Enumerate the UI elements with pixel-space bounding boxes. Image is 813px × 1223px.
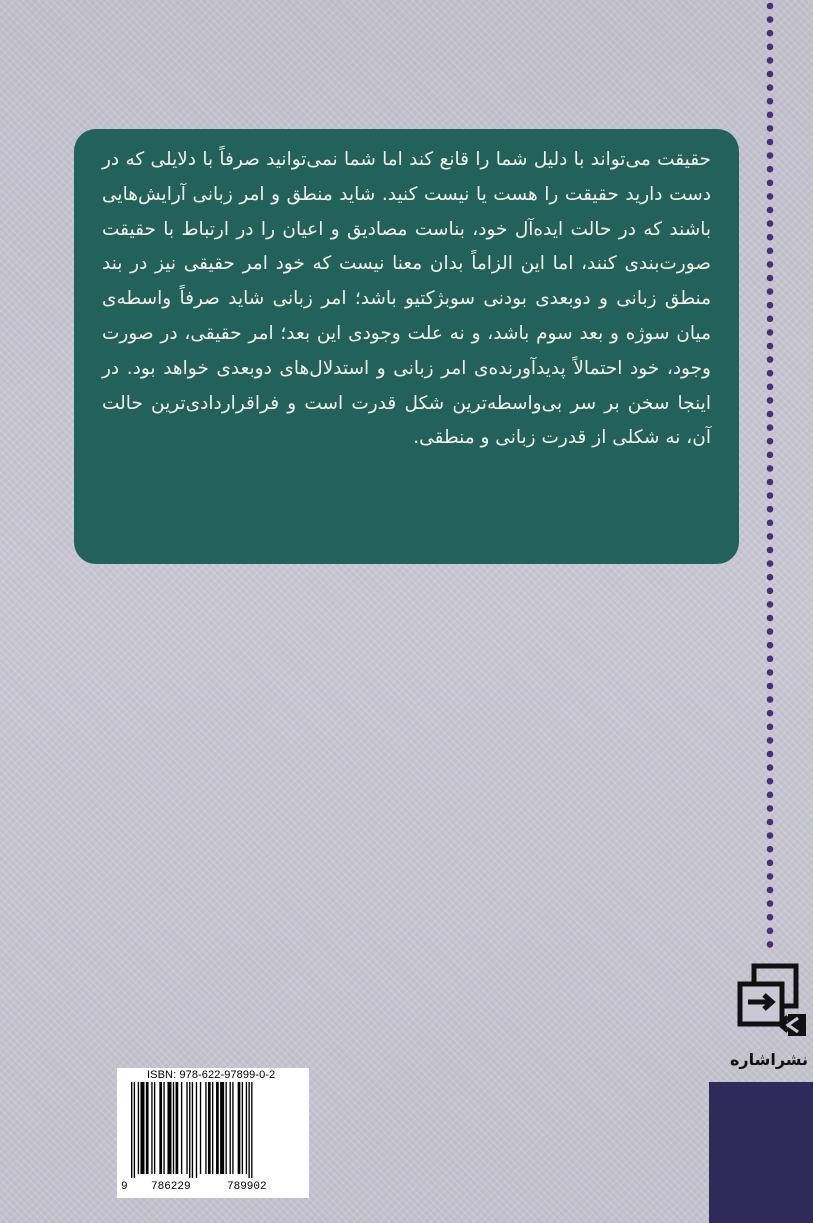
decorative-dot	[767, 30, 774, 37]
barcode-bar	[220, 1082, 224, 1174]
barcode-bar	[138, 1082, 139, 1174]
decorative-dot	[767, 3, 774, 10]
barcode-right-digits: 789902	[227, 1181, 267, 1193]
barcode-bar	[189, 1082, 190, 1178]
decorative-dot	[767, 44, 774, 51]
decorative-dot	[767, 900, 774, 907]
barcode-bar	[251, 1082, 252, 1178]
barcode-bar	[230, 1082, 231, 1174]
blurb-line: سوم باشد، و نه علت وجودی این بعد؛ امر حقیقی، در صورت وجود،	[102, 322, 711, 379]
decorative-dot	[767, 615, 774, 622]
decorative-dot	[767, 683, 774, 690]
decorative-dot	[767, 220, 774, 227]
decorative-dot	[767, 248, 774, 255]
decorative-dot	[767, 343, 774, 350]
barcode-bar	[208, 1082, 211, 1174]
barcode-bar	[131, 1082, 132, 1178]
blurb-line: بود. در اینجا سخن بر سر بی‌واسطه‌ترین شکل قدرت است و	[102, 357, 711, 414]
decorative-dot	[767, 724, 774, 731]
blurb-line: خود احتمالاً پدیدآورنده‌ی امر زبانی و استدلال‌های دوبعدی خواهد	[163, 357, 660, 379]
decorative-dot	[767, 941, 774, 948]
decorative-dot	[767, 438, 774, 445]
decorative-dot	[767, 139, 774, 146]
decorative-dot	[767, 642, 774, 649]
decorative-dot	[767, 193, 774, 200]
barcode-bar	[134, 1082, 135, 1178]
barcode-left-digits: 786229	[151, 1181, 191, 1193]
decorative-dot	[767, 207, 774, 214]
decorative-dot	[767, 601, 774, 608]
barcode-bar	[212, 1082, 213, 1174]
decorative-dot	[767, 180, 774, 187]
barcode-bar	[196, 1082, 197, 1178]
decorative-dot	[767, 520, 774, 527]
decorative-dot	[767, 846, 774, 853]
barcode-bar	[173, 1082, 174, 1174]
barcode-bar	[232, 1082, 233, 1174]
barcode-bar	[176, 1082, 179, 1174]
blurb-line: دلایلی که در دست دارید حقیقت را هست یا نیست کنید. شاید منطق	[102, 149, 711, 205]
decorative-dot	[767, 166, 774, 173]
barcode-bar	[146, 1082, 149, 1174]
decorative-dot	[767, 411, 774, 418]
decorative-dot	[767, 792, 774, 799]
blurb-line: مصادیق و اعیان را در ارتباط با حقیقت صورت‌بندی کنند، اما این الزاماً	[102, 218, 711, 275]
decorative-dot	[767, 819, 774, 826]
decorative-dot	[767, 424, 774, 431]
decorative-dot	[767, 737, 774, 744]
decorative-dot	[767, 479, 774, 486]
decorative-dot	[767, 465, 774, 472]
decorative-dot	[767, 112, 774, 119]
barcode-bar	[163, 1082, 164, 1174]
barcode-bar	[186, 1082, 187, 1174]
decorative-dot	[767, 656, 774, 663]
decorative-dot	[767, 764, 774, 771]
decorative-dot	[767, 288, 774, 295]
blurb-line: و امر زبانی آرایش‌هایی باشند که در حالت ایده‌آل خود، بناست	[102, 183, 711, 240]
decorative-dot	[767, 914, 774, 921]
decorative-dot	[767, 805, 774, 812]
decorative-dot	[767, 152, 774, 159]
blurb-line: فراقراردادی‌ترین حالت آن، نه شکلی از قدرت زبانی و منطقی.	[102, 392, 711, 449]
decorative-dot	[767, 710, 774, 717]
barcode-lead-digit: 9	[121, 1181, 128, 1193]
barcode-bar	[242, 1082, 243, 1174]
corner-color-block	[709, 1082, 813, 1223]
decorative-dot	[767, 384, 774, 391]
blurb-line: حقیقت می‌تواند با دلیل شما را قانع کند اما شما نمی‌توانید صرفاً با	[202, 149, 711, 170]
barcode-bar	[238, 1082, 241, 1174]
decorative-dot	[767, 533, 774, 540]
decorative-dot	[767, 669, 774, 676]
decorative-dot	[767, 873, 774, 880]
barcode-bar	[151, 1082, 152, 1174]
isbn-label: ISBN: 978-622-97899-0-2	[147, 1069, 276, 1081]
barcode-bar	[200, 1082, 201, 1174]
blurb-line: بدان معنا نیست که خود امر حقیقی نیز در بند منطق زبانی و دوبعدی	[102, 253, 711, 310]
barcode-bar	[159, 1082, 162, 1174]
decorative-dot	[767, 98, 774, 105]
barcode-bar	[181, 1082, 182, 1174]
decorative-dot	[767, 316, 774, 323]
decorative-dot	[767, 275, 774, 282]
decorative-dot	[767, 492, 774, 499]
decorative-dot	[767, 588, 774, 595]
dotted-border-decoration	[764, 0, 776, 960]
barcode-bar	[140, 1082, 144, 1174]
barcode-bar	[226, 1082, 227, 1174]
decorative-dot	[767, 71, 774, 78]
barcode-bar	[167, 1082, 171, 1174]
decorative-dot	[767, 628, 774, 635]
decorative-dot	[767, 329, 774, 336]
decorative-dot	[767, 57, 774, 64]
decorative-dot	[767, 547, 774, 554]
decorative-dot	[767, 84, 774, 91]
decorative-dot	[767, 560, 774, 567]
decorative-dot	[767, 696, 774, 703]
decorative-dot	[767, 356, 774, 363]
blurb-panel	[74, 129, 739, 564]
decorative-dot	[767, 574, 774, 581]
barcode-bar	[248, 1082, 249, 1178]
decorative-dot	[767, 860, 774, 867]
barcode-bar	[205, 1082, 206, 1174]
blurb-line: بودنی سوبژکتیو باشد؛ امر زبانی شاید صرفاً واسطه‌ی میان سوژه و بعد	[102, 288, 711, 344]
barcode-bar	[154, 1082, 155, 1174]
barcode-bar	[192, 1082, 193, 1178]
barcode-bar	[246, 1082, 247, 1174]
decorative-dot	[767, 370, 774, 377]
decorative-dot	[767, 832, 774, 839]
decorative-dot	[767, 887, 774, 894]
decorative-dot	[767, 16, 774, 23]
barcode-bar	[216, 1082, 219, 1174]
decorative-dot	[767, 261, 774, 268]
barcode-bars	[131, 1082, 297, 1178]
publisher-name: نشراشاره	[729, 1050, 809, 1069]
decorative-dot	[767, 928, 774, 935]
blurb-text	[102, 143, 711, 456]
isbn-barcode	[117, 1068, 309, 1198]
decorative-dot	[767, 125, 774, 132]
decorative-dot	[767, 506, 774, 513]
decorative-dot	[767, 234, 774, 241]
decorative-dot	[767, 751, 774, 758]
decorative-dot	[767, 397, 774, 404]
decorative-dot	[767, 452, 774, 459]
decorative-dot	[767, 302, 774, 309]
decorative-dot	[767, 778, 774, 785]
